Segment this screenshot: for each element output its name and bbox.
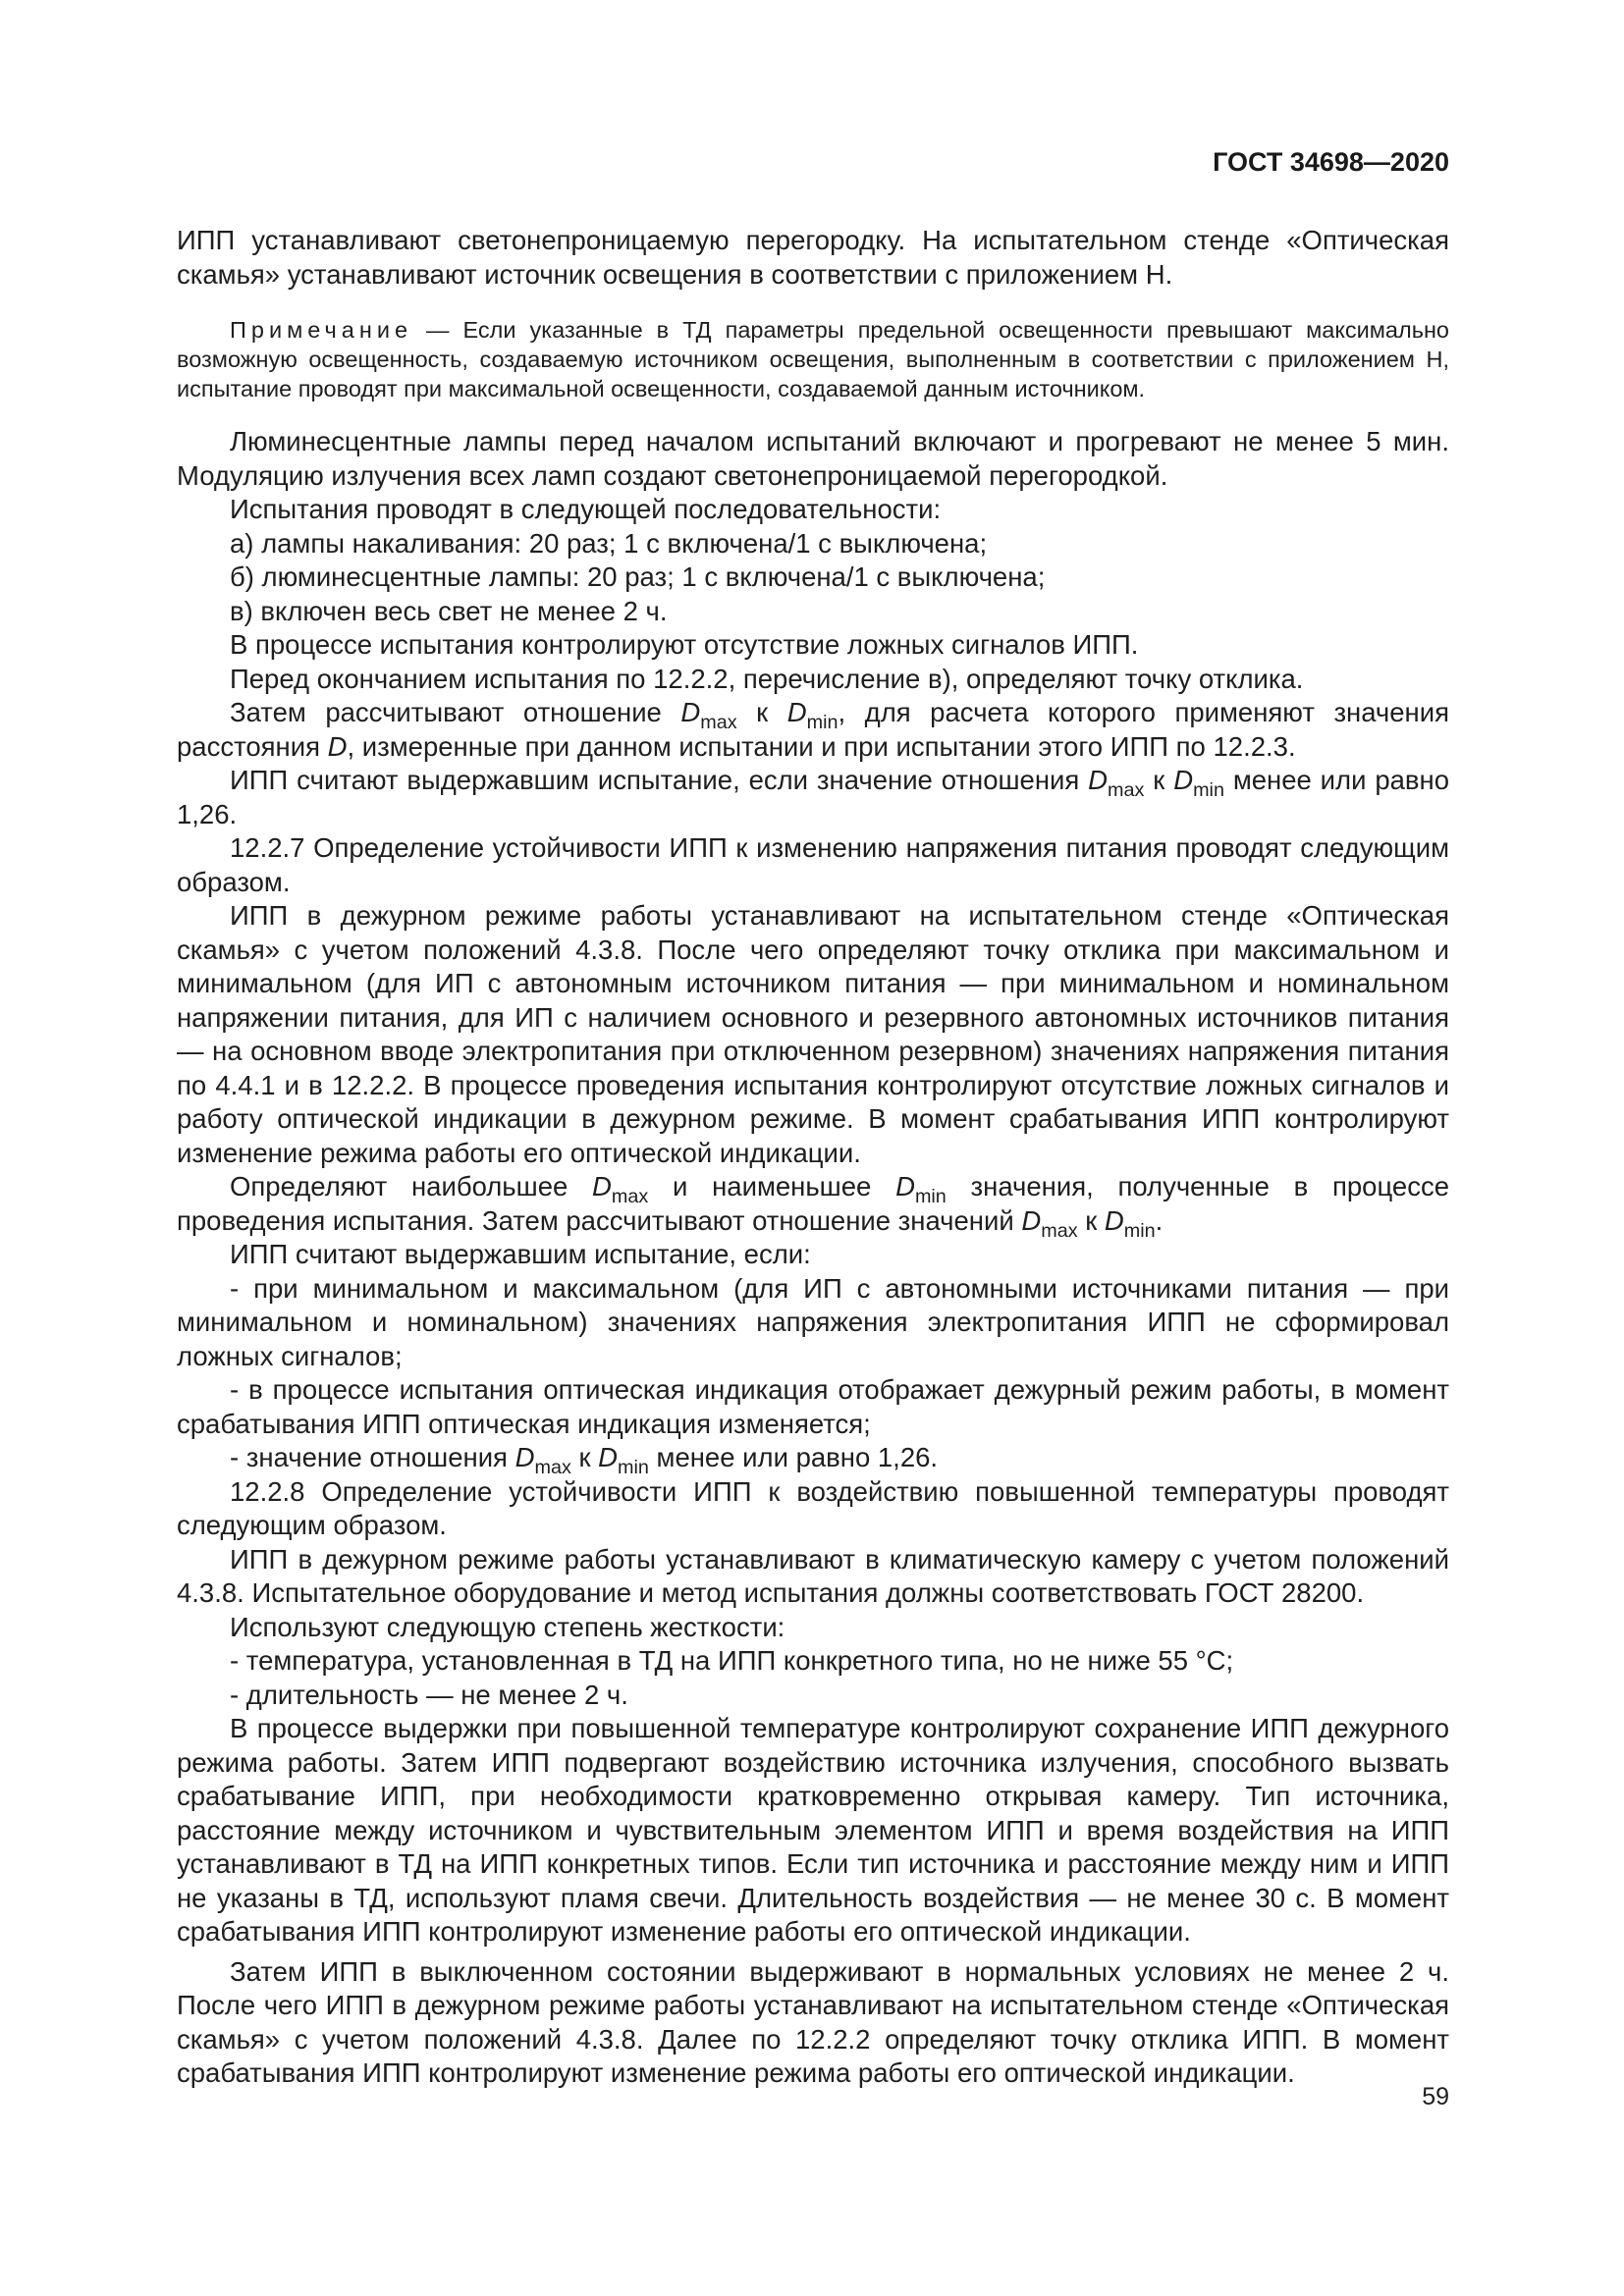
- text-run: к: [570, 1442, 599, 1472]
- variable-d: D: [327, 730, 348, 762]
- text-run: ИПП считают выдержавшим испытание, если значение отношения: [230, 765, 1089, 795]
- paragraph: Испытания проводят в следующей последовательности:: [230, 494, 942, 524]
- variable-d: D: [598, 1442, 619, 1472]
- list-item: [177, 1441, 1449, 1478]
- paragraph: ИПП в дежурном режиме работы устанавливают на испытательном стенде «Оптическая скамья» с учетом положений 4.3.8. После чего определяют точку отклика при максимальном и минимальном (для ИП с автономным источником питания — при минимальном и номинальном напряжении питания, для ИП с наличием основного и резервного автономных источников питания — на основном вводе электропитания при отключенном резервном) значениях напряжения питания по 4.4.1 и в 12.2.2. В процессе проведения испытания контролируют отсутствие ложных сигналов и работу оптической индикации в дежурном режиме. В момент срабатывания ИПП контролируют изменение режима работы его оптической индикации.: [177, 900, 1449, 1168]
- page-number: 59: [1422, 2083, 1449, 2110]
- list-item: - длительность — не менее 2 ч.: [230, 1679, 628, 1710]
- subscript-max: max: [1108, 778, 1145, 801]
- subscript-min: min: [914, 1185, 947, 1207]
- text-run: .: [1155, 1204, 1164, 1236]
- paragraph: Затем ИПП в выключенном состоянии выдерживают в нормальных условиях не менее 2 ч. После чего ИПП в дежурном режиме работы устанавливают на испытательном стенде «Оптическая скамья» с учетом положений 4.3.8. Далее по 12.2.2 определяют точку отклика ИПП. В момент срабатывания ИПП контролируют изменение режима работы его оптической индикации.: [177, 1955, 1449, 2088]
- text-run: значения, полученные в процессе проведения испытания. Затем рассчитывают отношение значений: [177, 1171, 1449, 1236]
- subscript-max: max: [534, 1456, 571, 1478]
- paragraph: Перед окончанием испытания по 12.2.2, перечисление в), определяют точку отклика.: [230, 663, 1304, 694]
- text-run: менее или равно 1,26.: [177, 765, 1449, 829]
- variable-d: D: [680, 697, 701, 727]
- variable-d: D: [592, 1171, 612, 1201]
- text-run: - значение отношения: [230, 1442, 515, 1472]
- section-paragraph: 12.2.7 Определение устойчивости ИПП к изменению напряжения питания проводят следующим образом.: [177, 832, 1449, 897]
- variable-d: D: [514, 1442, 535, 1472]
- paragraph: [177, 696, 1449, 764]
- paragraph: ИПП считают выдержавшим испытание, если:: [230, 1239, 811, 1269]
- paragraph: Люминесцентные лампы перед началом испытаний включают и прогревают не менее 5 мин. Модуляцию излучения всех ламп создают светонепроницаемой перегородкой.: [177, 426, 1449, 491]
- list-item: в) включен весь свет не менее 2 ч.: [230, 595, 668, 626]
- text-run: к: [1144, 765, 1174, 795]
- list-item: а) лампы накаливания: 20 раз; 1 с включена/1 с выключена;: [230, 527, 988, 559]
- variable-d: D: [1088, 765, 1109, 795]
- subscript-min: min: [1193, 778, 1224, 801]
- text-run: менее или равно 1,26.: [648, 1442, 939, 1472]
- paragraph: В процессе выдержки при повышенной температуре контролируют сохранение ИПП дежурного режима работы. Затем ИПП подвергают воздействию источника излучения, способного вызвать срабатывание ИПП, при необходимости кратковременно открывая камеру. Тип источника, расстояние между источником и чувствительным элементом ИПП и время воздействия на ИПП устанавливают в ТД на ИПП конкретных типов. Если тип источника и расстояние между ним и ИПП не указаны в ТД, используют пламя свечи. Длительность воздействия — не менее 30 с. В момент срабатывания ИПП контролируют изменение работы его оптической индикации.: [177, 1713, 1449, 1947]
- section-paragraph: 12.2.8 Определение устойчивости ИПП к воздействию повышенной температуры проводят следующим образом.: [177, 1475, 1449, 1540]
- subscript-min: min: [618, 1456, 649, 1478]
- document-header: ГОСТ 34698—2020: [1213, 147, 1449, 177]
- variable-d: D: [1021, 1204, 1042, 1236]
- text-run: Затем рассчитывают отношение: [230, 697, 681, 727]
- paragraph: [177, 764, 1449, 831]
- note: [177, 315, 1449, 403]
- text-run: , для расчета которого применяют значения расстояния: [177, 697, 1449, 762]
- paragraph: ИПП в дежурном режиме работы устанавливают в климатическую камеру с учетом положений 4.3.8. Испытательное оборудование и метод испытания должны соответствовать ГОСТ 28200.: [177, 1543, 1449, 1608]
- variable-d: D: [895, 1171, 915, 1201]
- list-item: - при минимальном и максимальном (для ИП с автономными источниками питания — при минимальном и номинальном) значениях напряжения электропитания ИПП не сформировал ложных сигналов;: [177, 1272, 1449, 1371]
- text-run: и наименьшее: [648, 1171, 896, 1201]
- subscript-min: min: [1123, 1219, 1156, 1242]
- paragraph: ИПП устанавливают светонепроницаемую перегородку. На испытательном стенде «Оптическая скамья» устанавливают источник освещения в соответствии с приложением Н.: [177, 225, 1449, 290]
- list-item: - в процессе испытания оптическая индикация отображает дежурный режим работы, в момент срабатывания ИПП оптическая индикация изменяется;: [177, 1374, 1449, 1439]
- list-item: б) люминесцентные лампы: 20 раз; 1 с включена/1 с выключена;: [230, 561, 1046, 592]
- variable-d: D: [1104, 1204, 1124, 1236]
- note-label: Примечание: [230, 317, 413, 343]
- list-item: - температура, установленная в ТД на ИПП конкретного типа, но не ниже 55 °С;: [230, 1645, 1234, 1676]
- subscript-max: max: [700, 711, 737, 733]
- text-run: к: [1077, 1204, 1105, 1236]
- text-run: , измеренные при данном испытании и при испытании этого ИПП по 12.2.3.: [347, 730, 1296, 762]
- paragraph: В процессе испытания контролируют отсутствие ложных сигналов ИПП.: [230, 629, 1139, 660]
- paragraph: [177, 1170, 1449, 1242]
- document-body: [177, 224, 1449, 2091]
- note-text: — Если указанные в ТД параметры предельной освещенности превышают максимально возможную освещенность, создаваемую источником освещения, выполненным в соответствии с приложением Н, испытание проводят при максимальной освещенности, создаваемой данным источником.: [177, 317, 1449, 401]
- subscript-max: max: [1041, 1219, 1078, 1242]
- variable-d: D: [1173, 765, 1194, 795]
- text-run: к: [736, 697, 787, 727]
- paragraph: Используют следующую степень жесткости:: [230, 1611, 785, 1642]
- variable-d: D: [786, 697, 807, 727]
- subscript-max: max: [611, 1185, 649, 1207]
- subscript-min: min: [806, 711, 839, 733]
- text-run: Определяют наибольшее: [230, 1171, 593, 1201]
